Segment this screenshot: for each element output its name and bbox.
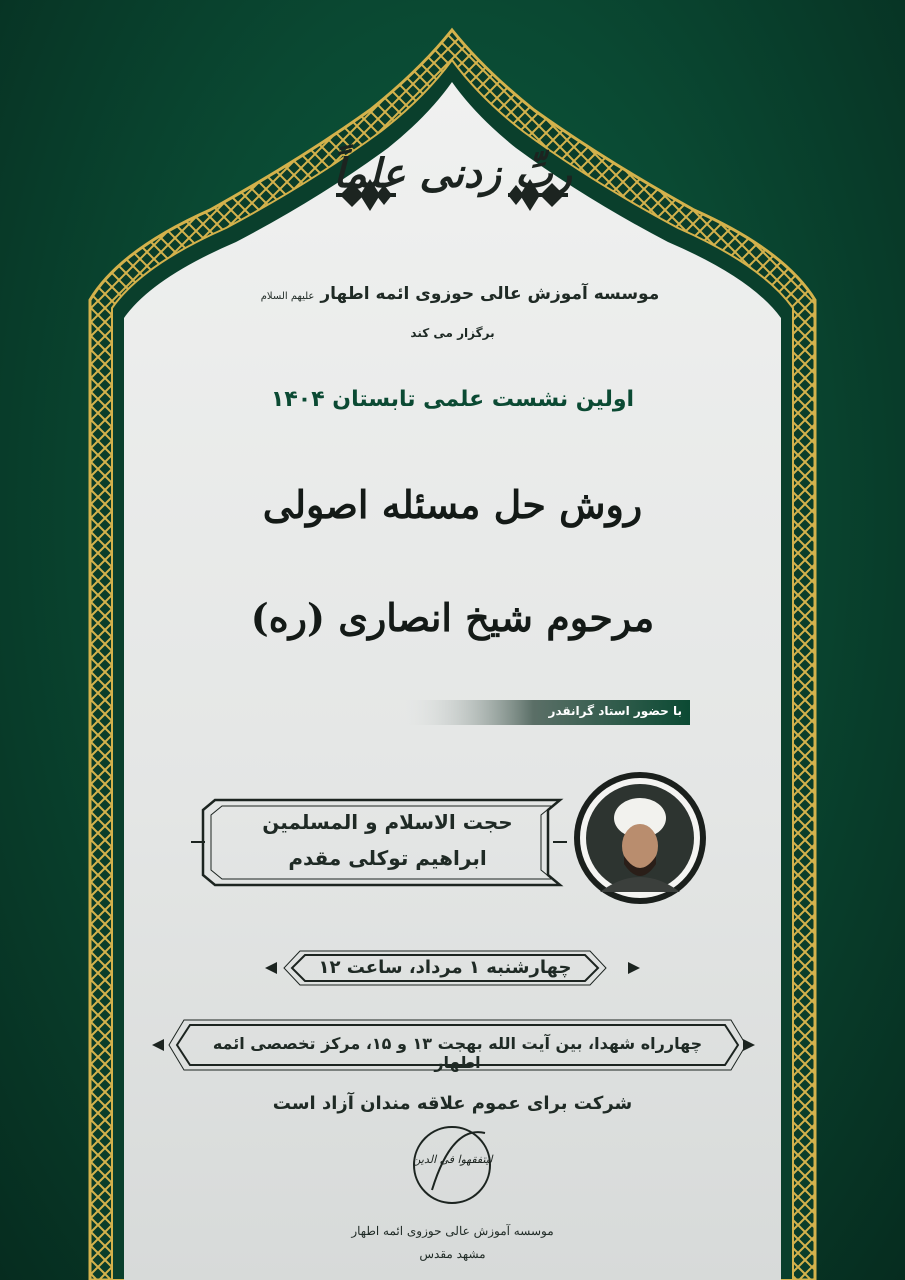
- hosts-line: برگزار می کند: [410, 326, 495, 340]
- event-series: اولین نشست علمی تابستان ۱۴۰۴: [270, 387, 635, 412]
- institute-honorific: علیهم السلام: [260, 291, 315, 302]
- open-invitation: شرکت برای عموم علاقه مندان آزاد است: [272, 1093, 633, 1114]
- event-title-line2: مرحوم شیخ انصاری (ره): [250, 595, 655, 640]
- logo-text: لیتفقهوا فی الدین: [412, 1153, 493, 1166]
- footer-institute: موسسه آموزش عالی حوزوی ائمه اطهار: [351, 1224, 554, 1238]
- presence-label: با حضور استاد گرانقدر: [548, 704, 682, 718]
- institute-line: [200, 284, 720, 304]
- speaker-photo: [574, 772, 706, 904]
- event-datetime: چهارشنبه ۱ مرداد، ساعت ۱۲: [318, 957, 572, 978]
- event-title-line1: روش حل مسئله اصولی: [262, 482, 643, 527]
- speaker-name: ابراهیم توکلی مقدم: [288, 846, 487, 870]
- footer-city: مشهد مقدس: [419, 1247, 486, 1261]
- header-calligraphy: ربِّ زدنی علماً: [333, 150, 572, 197]
- event-location: چهارراه شهدا، بین آیت الله بهجت ۱۳ و ۱۵، مرکز تخصصی ائمه اطهار: [212, 1034, 703, 1072]
- speaker-title: حجت الاسلام و المسلمین: [262, 810, 513, 834]
- institute-name: موسسه آموزش عالی حوزوی ائمه اطهار: [320, 284, 660, 304]
